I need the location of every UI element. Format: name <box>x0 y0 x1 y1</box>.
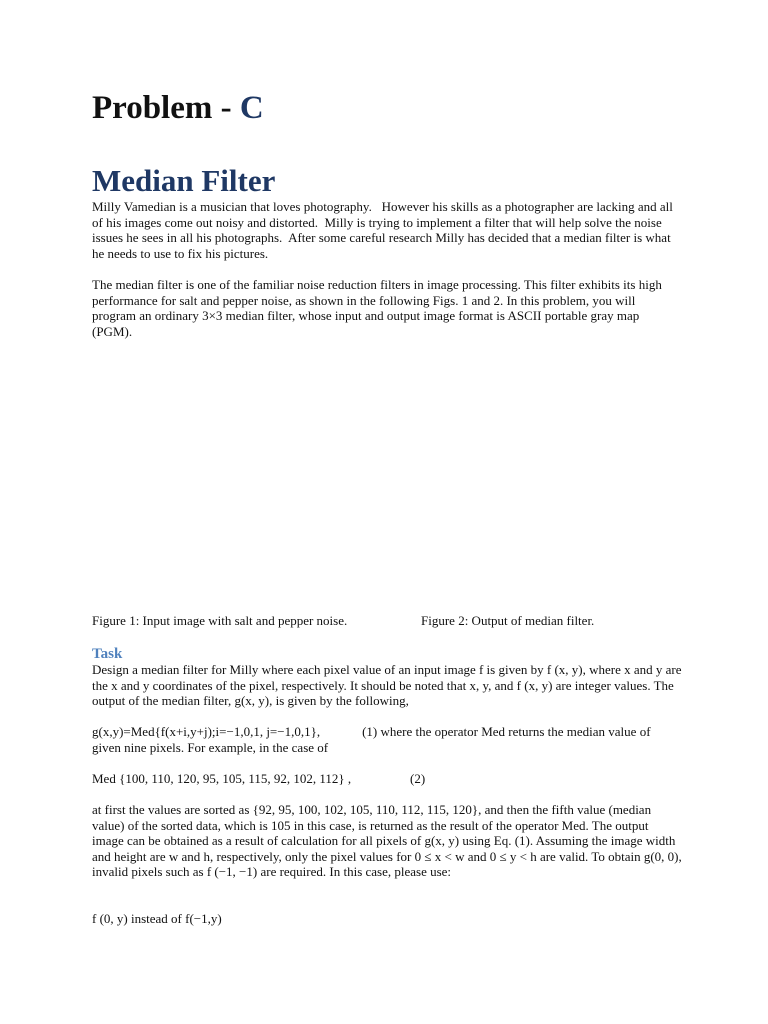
figure-1-caption: Figure 1: Input image with salt and pepper noise. <box>92 613 348 628</box>
equation-1-followup: where the operator Med returns the median value of given nine pixels. For example, in the case of <box>92 724 651 755</box>
problem-title <box>92 86 682 130</box>
equation-2-line <box>92 771 682 787</box>
problem-title-prefix: Problem - <box>92 90 240 126</box>
equation-1-line <box>92 724 682 755</box>
task-heading: Task <box>92 646 123 662</box>
intro-paragraph: Milly Vamedian is a musician that loves photography. However his skills as a photographer are lacking and all of his images come out noisy and distorted. Milly is trying to implement a filter that will help solve the noise issues he sees in all his photographs. After some careful research Milly has decided that a median filter is what he needs to use to fix his pictures. <box>92 199 677 261</box>
rule-1: f (0, y) instead of f(−1,y) <box>92 911 222 926</box>
explanation-paragraph: at first the values are sorted as {92, 95, 100, 102, 105, 110, 112, 115, 120}, and then the fifth value (median value) of the sorted data, which is 105 in this case, is returned as the result of the operator Med. The output image can be obtained as a result of calculation for all pixels of g(x, y) using Eq. (1). Assuming the image width and height are w and h, respectively, only the pixel values for 0 ≤ x < w and 0 ≤ y < h are valid. To obtain g(0, 0), invalid pixels such as f (−1, −1) are required. In this case, please use: <box>92 802 682 879</box>
description-paragraph: The median filter is one of the familiar noise reduction filters in image processing. This filter exhibits its high performance for salt and pepper noise, as shown in the following Figs. 1 and 2. In this problem, you will program an ordinary 3×3 median filter, whose input and output image format is ASCII portable gray map (PGM). <box>92 277 662 339</box>
figure-2-caption: Figure 2: Output of median filter. <box>421 613 595 628</box>
equation-1-tag: (1) <box>362 724 378 739</box>
task-paragraph: Design a median filter for Milly where each pixel value of an input image f is given by f (x, y), where x and y are the x and y coordinates of the pixel, respectively. It should be noted that x, y, and f (x, y) are integer values. The output of the median filter, g(x, y), is given by the following, <box>92 662 682 708</box>
problem-letter: C <box>239 90 264 126</box>
equation-1: g(x,y)=Med{f(x+i,y+j);i=−1,0,1, j=−1,0,1}, <box>92 724 321 739</box>
equation-2: Med {100, 110, 120, 95, 105, 115, 92, 102, 112} , <box>92 771 352 786</box>
figure-captions <box>92 613 682 629</box>
section-heading: Median Filter <box>92 163 276 198</box>
equation-2-tag: (2) <box>410 771 426 786</box>
